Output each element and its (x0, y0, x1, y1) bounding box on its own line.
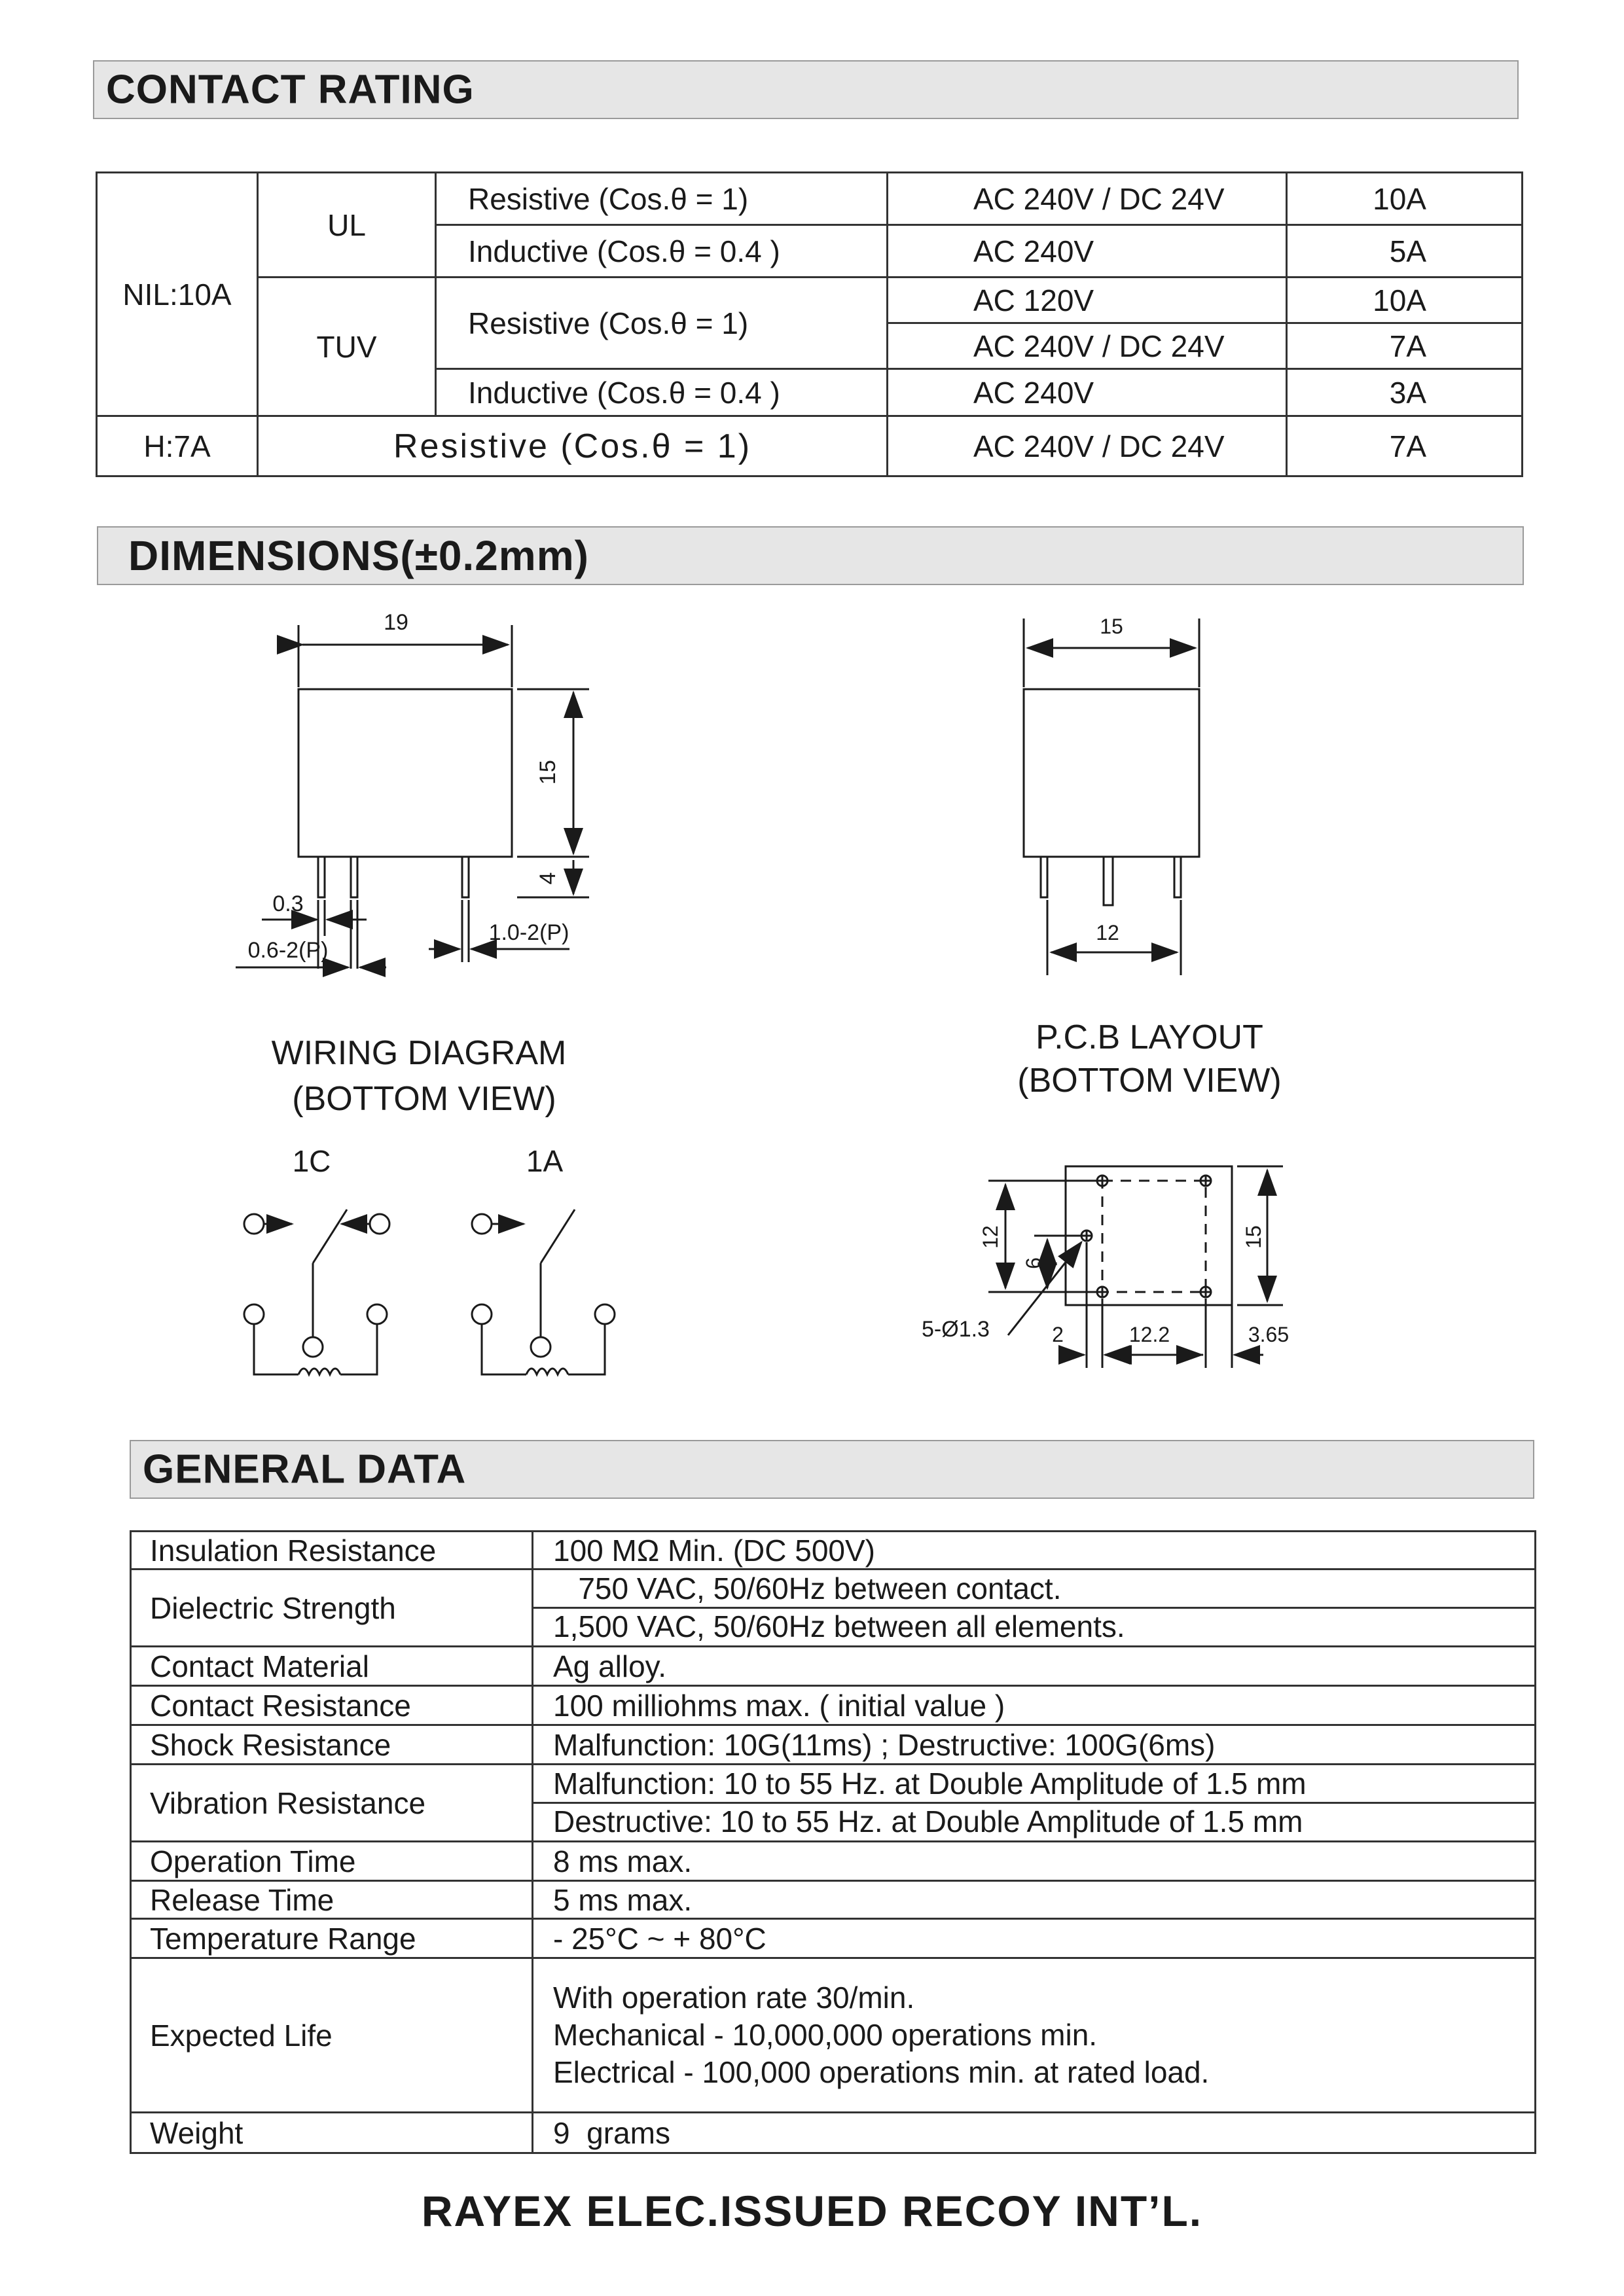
row-release-value: 5 ms max. (533, 1881, 1536, 1919)
cell-h-current: 7A (1287, 416, 1523, 476)
row-operation-value: 8 ms max. (533, 1842, 1536, 1881)
row-operation-label: Operation Time (131, 1842, 533, 1881)
pcb-dim-15: 15 (1242, 1225, 1265, 1249)
cell-tuv-ind-voltage: AC 240V (888, 369, 1287, 416)
dim-side-pin-span: 12 (1096, 921, 1119, 944)
cell-tuv-ind-current: 3A (1287, 369, 1523, 416)
row-dielectric-label: Dielectric Strength (131, 1570, 533, 1647)
row-shock-value: Malfunction: 10G(11ms) ; Destructive: 100G(6ms) (533, 1725, 1536, 1765)
cell-tuv-res-current-10: 10A (1287, 278, 1523, 323)
row-material-label: Contact Material (131, 1647, 533, 1686)
row-temperature-value: - 25°C ~ + 80°C (533, 1919, 1536, 1958)
cell-h-voltage: AC 240V / DC 24V (888, 416, 1287, 476)
row-weight-label: Weight (131, 2113, 533, 2153)
cell-h-resistive: Resistive (Cos.θ = 1) (258, 416, 888, 476)
dim-pin-width: 0.3 (272, 891, 304, 916)
row-material-value: Ag alloy. (533, 1647, 1536, 1686)
side-view-pins (1041, 857, 1181, 905)
row-vibration-value (533, 1765, 1536, 1842)
row-release-label: Release Time (131, 1881, 533, 1919)
cell-tuv: TUV (258, 278, 436, 416)
row-shock-label: Shock Resistance (131, 1725, 533, 1765)
cell-tuv-resistive: Resistive (Cos.θ = 1) (436, 278, 888, 369)
pcb-dim-2: 2 (1052, 1323, 1064, 1346)
cell-tuv-res-current-7: 7A (1287, 323, 1523, 369)
pcb-title: P.C.B LAYOUT (1036, 1018, 1263, 1056)
front-view-body (298, 689, 512, 857)
dimensions-title: DIMENSIONS(±0.2mm) (128, 532, 589, 579)
cell-tuv-res-voltage-240: AC 240V / DC 24V (888, 323, 1287, 369)
row-vibration-label: Vibration Resistance (131, 1765, 533, 1842)
pcb-holes (1081, 1175, 1211, 1297)
cell-ul-resistive: Resistive (Cos.θ = 1) (436, 173, 888, 225)
row-insulation-value: 100 MΩ Min. (DC 500V) (533, 1532, 1536, 1570)
dim-front-height: 15 (535, 760, 560, 785)
dim-front-width: 19 (384, 610, 408, 635)
contact-rating-table (96, 171, 1523, 477)
row-life-value (533, 1958, 1536, 2113)
general-data-header (130, 1440, 1534, 1499)
pcb-dim-6: 6 (1022, 1257, 1045, 1269)
front-view-pins (318, 857, 469, 897)
cell-ul-ind-voltage: AC 240V (888, 225, 1287, 278)
contact-rating-header (93, 60, 1519, 119)
contact-rating-title: CONTACT RATING (106, 67, 475, 113)
row-insulation-label: Insulation Resistance (131, 1532, 533, 1570)
row-contact-resistance-value: 100 milliohms max. ( initial value ) (533, 1686, 1536, 1725)
row-weight-value: 9 grams (533, 2113, 1536, 2153)
dimensions-drawing (0, 589, 1624, 1414)
wiring-1a-label: 1A (526, 1144, 564, 1178)
cell-ul-inductive: Inductive (Cos.θ = 0.4 ) (436, 225, 888, 278)
cell-ul-ind-current: 5A (1287, 225, 1523, 278)
wiring-1c-label: 1C (292, 1144, 331, 1178)
wiring-title: WIRING DIAGRAM (271, 1034, 567, 1072)
cell-tuv-res-voltage-120: AC 120V (888, 278, 1287, 323)
life-mechanical: Mechanical - 10,000,000 operations min. (553, 2018, 1098, 2052)
pcb-dim-3-65: 3.65 (1248, 1323, 1290, 1346)
pcb-subtitle: (BOTTOM VIEW) (1017, 1062, 1282, 1100)
cell-ul-res-voltage: AC 240V / DC 24V (888, 173, 1287, 225)
wiring-1c-symbol (244, 1210, 389, 1374)
dimensions-header (97, 526, 1524, 585)
cell-h: H:7A (97, 416, 258, 476)
dielectric-elements: 1,500 VAC, 50/60Hz between all elements. (533, 1607, 1534, 1645)
cell-tuv-inductive: Inductive (Cos.θ = 0.4 ) (436, 369, 888, 416)
wiring-1a-symbol (472, 1210, 615, 1374)
wiring-subtitle: (BOTTOM VIEW) (292, 1080, 556, 1118)
life-electrical: Electrical - 100,000 operations min. at rated load. (553, 2055, 1210, 2089)
vibration-malfunction: Malfunction: 10 to 55 Hz. at Double Amplitude of 1.5 mm (553, 1767, 1307, 1801)
life-rate: With operation rate 30/min. (553, 1981, 915, 2015)
general-data-table (130, 1530, 1536, 2154)
row-temperature-label: Temperature Range (131, 1919, 533, 1958)
row-dielectric-value (533, 1570, 1536, 1647)
side-view-body (1024, 689, 1199, 857)
pcb-dim-12-2: 12.2 (1128, 1323, 1170, 1346)
row-contact-resistance-label: Contact Resistance (131, 1686, 533, 1725)
pcb-dim-12: 12 (979, 1225, 1002, 1249)
footer-company: RAYEX ELEC.ISSUED RECOY INT’L. (421, 2187, 1203, 2235)
pcb-holes-label: 5-Ø1.3 (922, 1317, 990, 1342)
dim-pin-pitch-right: 1.0-2(P) (488, 920, 569, 945)
dim-pin-length: 4 (535, 872, 560, 885)
cell-ul: UL (258, 173, 436, 278)
dim-side-width: 15 (1100, 615, 1123, 638)
dielectric-contact: 750 VAC, 50/60Hz between contact. (553, 1571, 1062, 1605)
vibration-destructive: Destructive: 10 to 55 Hz. at Double Amplitude of 1.5 mm (533, 1802, 1534, 1840)
general-data-title: GENERAL DATA (143, 1446, 467, 1492)
cell-nil: NIL:10A (97, 173, 258, 416)
row-life-label: Expected Life (131, 1958, 533, 2113)
cell-ul-res-current: 10A (1287, 173, 1523, 225)
dim-pin-pitch-left: 0.6-2(P) (247, 938, 329, 963)
